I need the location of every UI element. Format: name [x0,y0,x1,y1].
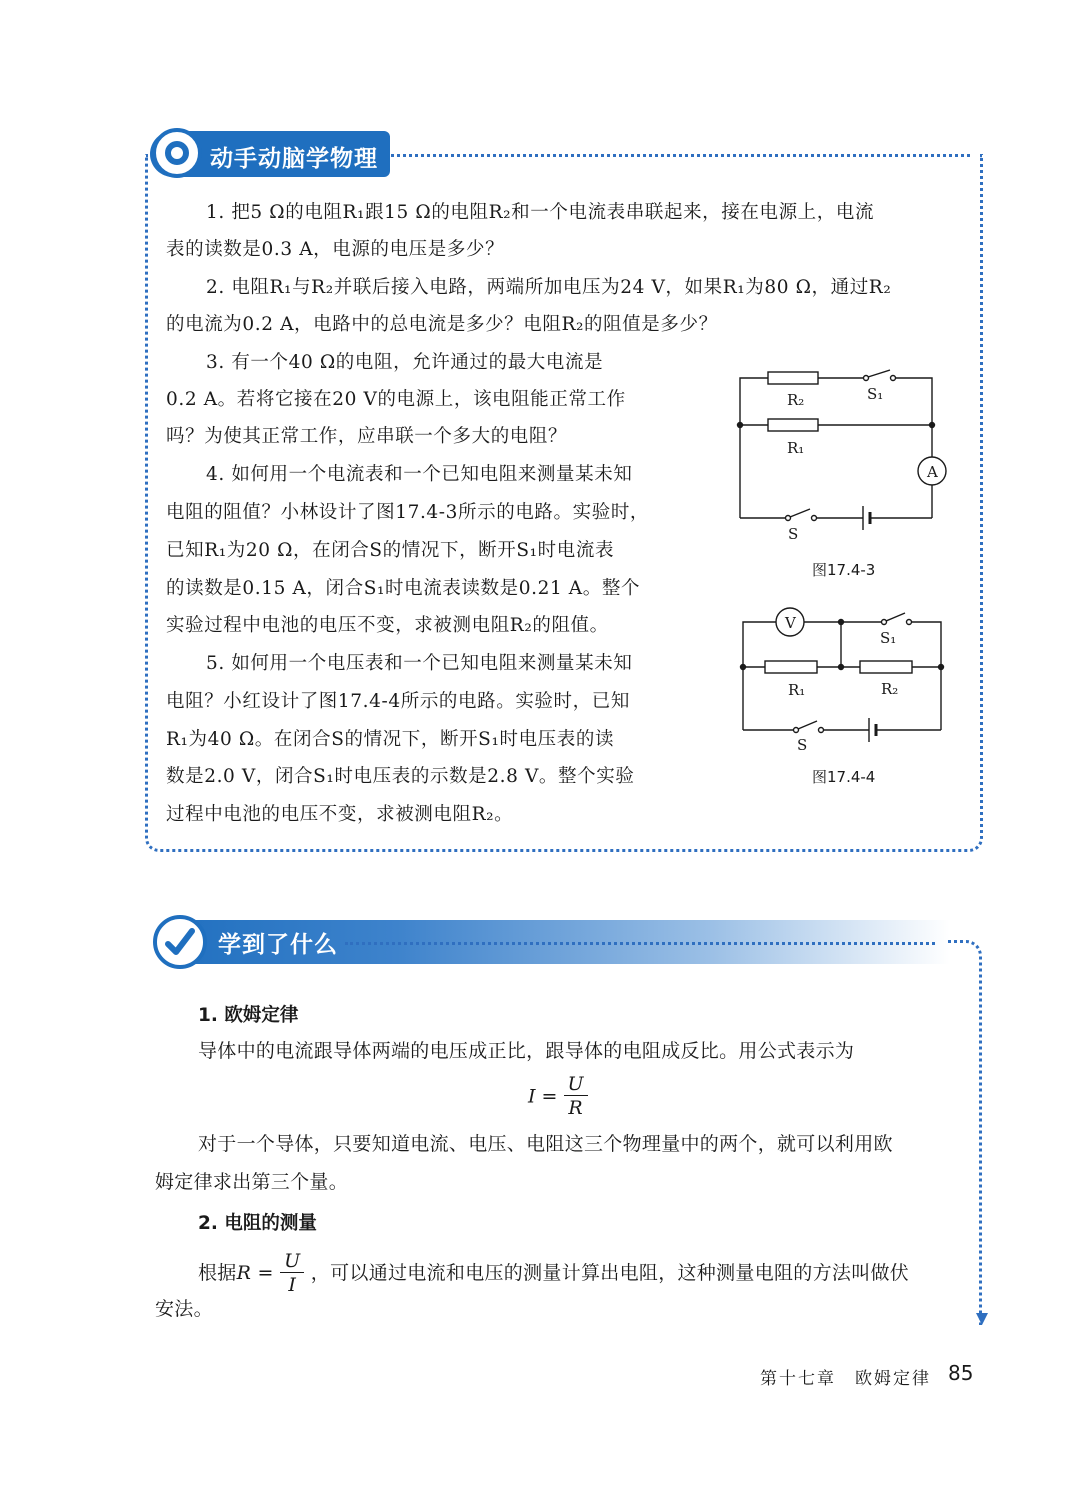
label-r2: R₂ [881,680,899,698]
heading-ohms-law: 1. 欧姆定律 [198,1005,299,1026]
question-3: 3. 有一个40 Ω的电阻，允许通过的最大电流是 [206,352,604,373]
question-1: 1. 把5 Ω的电阻R₁跟15 Ω的电阻R₂和一个电流表串联起来，接在电源上，电流 [206,202,875,223]
figure-caption-17-4-4: 图17.4-4 [812,768,876,786]
question-5-cont: 电阻？小红设计了图17.4-4所示的电路。实验时，已知 [166,691,630,712]
question-2-cont: 的电流为0.2 A，电路中的总电流是多少？电阻R₂的阻值是多少？ [166,314,718,335]
label-ammeter: A [927,463,938,481]
resistor-r1 [768,419,818,431]
question-4-cont: 已知R₁为20 Ω，在闭合S的情况下，断开S₁时电流表 [166,540,615,561]
question-2: 2. 电阻R₁与R₂并联后接入电路，两端所加电压为24 V，如果R₁为80 Ω，通过R₂ [206,277,892,298]
ohms-law-note-cont: 姆定律求出第三个量。 [155,1171,349,1193]
resistance-measurement-text: 根据R = $\frac{U}{I}$ ，可以通过电流和电压的测量计算出电阻，这种测量电阻的方法叫做伏 [198,1250,910,1296]
section-header-dotted-line [345,942,935,945]
pencil-check-icon [153,915,207,969]
label-voltmeter: V [785,614,796,632]
label-s1: S₁ [867,385,884,403]
ohms-law-note: 对于一个导体，只要知道电流、电压、电阻这三个物理量中的两个，就可以利用欧 [198,1133,893,1155]
resistor-r2 [768,372,818,384]
section-title-exercises: 动手动脑学物理 [210,146,378,172]
question-5-cont: R₁为40 Ω。在闭合S的情况下，断开S₁时电压表的读 [166,729,615,750]
label-s: S [788,525,799,540]
question-4-cont: 电阻的阻值？小林设计了图17.4-3所示的电路。实验时， [166,502,650,523]
heading-resistance-measurement: 2. 电阻的测量 [198,1213,317,1234]
label-s1: S₁ [880,629,897,647]
question-5-cont: 数是2.0 V，闭合S₁时电压表的示数是2.8 V。整个实验 [166,766,635,787]
resistance-measurement-text-cont: 安法。 [155,1298,213,1320]
resistor-r1 [765,661,817,673]
chapter-footer: 第十七章 欧姆定律 [760,1369,931,1389]
label-s: S [797,736,808,754]
question-4: 4. 如何用一个电流表和一个已知电阻来测量某未知 [206,464,633,485]
circuit-diagram-17-4-3 [730,365,950,540]
arrow-down-icon [976,1313,988,1325]
question-1-cont: 表的读数是0.3 A，电源的电压是多少？ [166,239,505,260]
label-r1: R₁ [787,439,805,457]
page-number: 85 [948,1361,974,1385]
section-title-summary: 学到了什么 [218,932,338,958]
question-3-cont: 吗？为使其正常工作，应串联一个多大的电阻？ [166,426,568,447]
ohms-law-formula: I = $\frac{U}{R}$ [528,1073,588,1120]
label-r1: R₁ [788,681,806,699]
circuit-diagram-17-4-4 [735,602,950,757]
label-r2: R₂ [787,391,805,409]
question-4-cont: 实验过程中电池的电压不变，求被测电阻R₂的阻值。 [166,615,609,636]
question-5: 5. 如何用一个电压表和一个已知电阻来测量某未知 [206,653,633,674]
resistor-r2 [860,661,912,673]
ohms-law-text: 导体中的电流跟导体两端的电压成正比，跟导体的电阻成反比。用公式表示为 [198,1040,855,1062]
question-4-cont: 的读数是0.15 A，闭合S₁时电流表读数是0.21 A。整个 [166,578,641,599]
question-3-cont: 0.2 A。若将它接在20 V的电源上，该电阻能正常工作 [166,389,626,410]
question-5-cont: 过程中电池的电压不变，求被测电阻R₂。 [166,804,514,825]
exercise-box-top-border [385,154,970,157]
target-icon [152,128,202,178]
figure-caption-17-4-3: 图17.4-3 [812,561,876,579]
